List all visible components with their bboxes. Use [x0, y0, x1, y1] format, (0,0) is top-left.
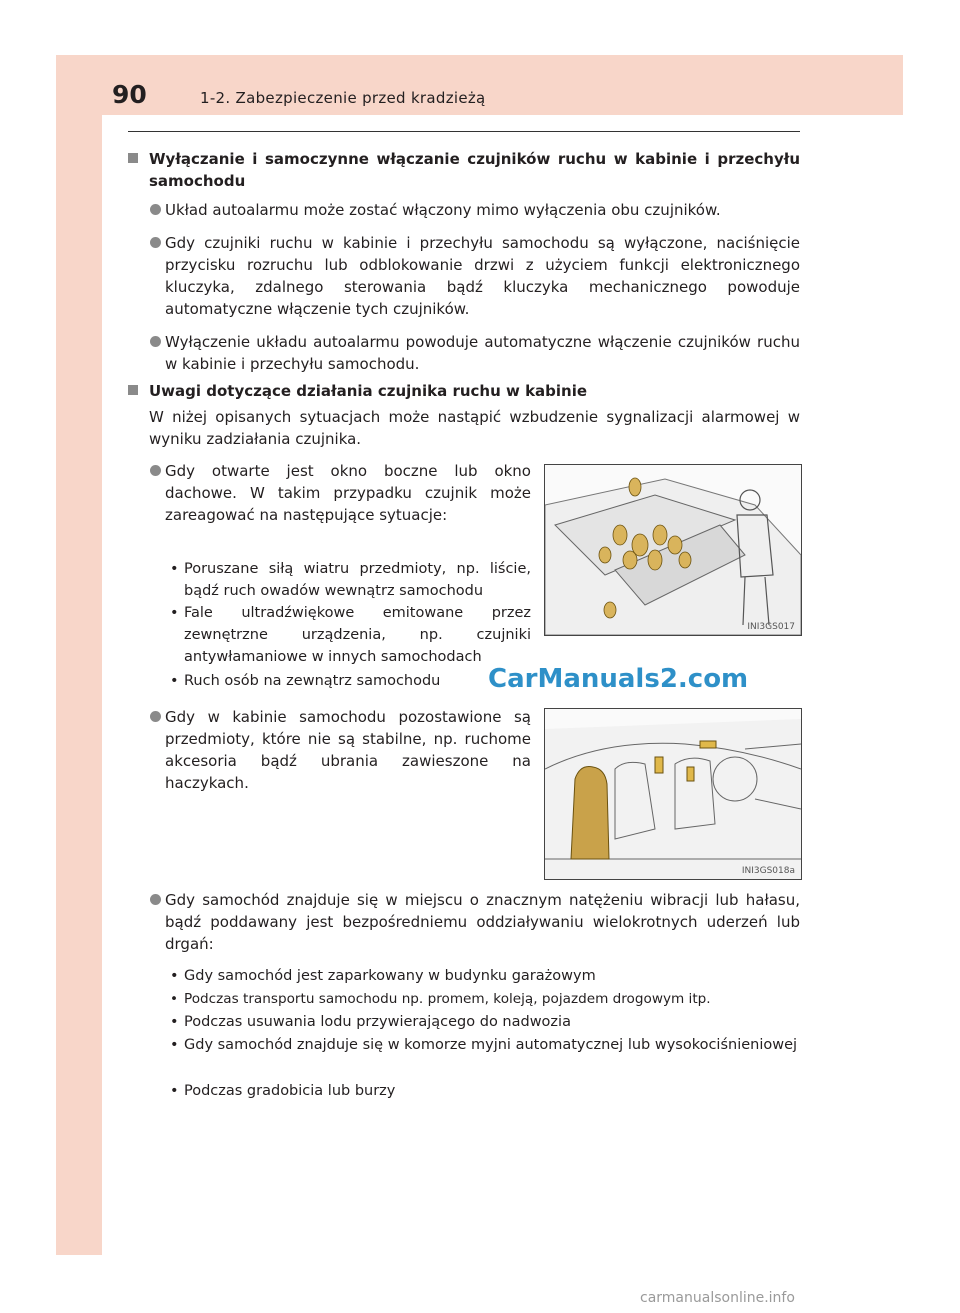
figure-code: INI3GS018a — [741, 866, 795, 876]
list-item: Gdy czujniki ruchu w kabinie i przechyłu samochodu są wyłączone, naciśnięcie przycisku rozruchu lub odblokowanie drzwi z użyciem funkcji elektronicznego kluczyka, zdalnego sterowania bądź kluczyka mechanicznego powoduje automatyczne włączenie tych czujników. — [150, 232, 800, 320]
list-item: Gdy w kabinie samochodu pozostawione są przedmioty, które nie są stabilne, np. ruchome akcesoria bądź ubrania zawieszone na haczykach. — [150, 706, 531, 794]
list-item: Gdy samochód znajduje się w miejscu o znacznym natężeniu wibracji lub hałasu, bądź poddawany jest bezpośredniemu oddziaływaniu wielokrotnych uderzeń lub drgań: — [150, 889, 800, 955]
heading-cabin-sensor: Uwagi dotyczące działania czujnika ruchu w kabinie — [128, 380, 800, 402]
sub-list-item: • Podczas transportu samochodu np. promem, koleją, pojazdem drogowym itp. — [170, 991, 711, 1007]
side-band — [56, 55, 102, 1255]
heading-sensors-off: Wyłączanie i samoczynne włączanie czujników ruchu w kabinie i przechyłu samochodu — [128, 148, 800, 192]
square-bullet-icon — [128, 153, 138, 163]
circle-bullet-icon — [150, 204, 161, 215]
footer-watermark: carmanualsonline.info — [640, 1290, 795, 1306]
watermark-logo: CarManuals2.com — [488, 664, 749, 694]
circle-bullet-icon — [150, 894, 161, 905]
sub-list-item: • Podczas usuwania lodu przywierającego do nadwozia — [170, 1014, 571, 1030]
sub-list-item: • Fale ultradźwiękowe emitowane przez zewnętrzne urządzenia, np. czujniki antywłamaniowe w innych samochodach — [170, 605, 531, 665]
header-rule — [128, 131, 800, 132]
circle-bullet-icon — [150, 336, 161, 347]
sub-list-item: • Podczas gradobicia lub burzy — [170, 1083, 396, 1099]
figure-open-window-leaves — [544, 464, 802, 636]
section-title: 1-2. Zabezpieczenie przed kradzieżą — [200, 89, 486, 107]
intro-paragraph: W niżej opisanych sytuacjach może nastąpić wzbudzenie sygnalizacji alarmowej w wyniku zadziałania czujnika. — [149, 408, 800, 448]
sub-list-item: • Gdy samochód znajduje się w komorze myjni automatycznej lub wysokociśnieniowej — [170, 1037, 798, 1053]
page-number: 90 — [112, 80, 147, 109]
sub-list-item: • Gdy samochód jest zaparkowany w budynku garażowym — [170, 968, 596, 984]
car-interior-illustration — [545, 709, 801, 879]
sub-list-item: • Poruszane siłą wiatru przedmioty, np. liście, bądź ruch owadów wewnątrz samochodu — [170, 561, 531, 599]
list-item: Układ autoalarmu może zostać włączony mimo wyłączenia obu czujników. — [150, 199, 800, 221]
sub-list-item: • Ruch osób na zewnątrz samochodu — [170, 673, 441, 689]
list-item: Wyłączenie układu autoalarmu powoduje automatyczne włączenie czujników ruchu w kabinie i przechyłu samochodu. — [150, 331, 800, 375]
list-item: Gdy otwarte jest okno boczne lub okno dachowe. W takim przypadku czujnik może zareagować na następujące sytuacje: — [150, 460, 531, 526]
circle-bullet-icon — [150, 711, 161, 722]
square-bullet-icon — [128, 385, 138, 395]
car-roof-illustration — [545, 465, 801, 635]
figure-interior-hanging-items — [544, 708, 802, 880]
figure-code: INI3GS017 — [747, 622, 795, 632]
circle-bullet-icon — [150, 465, 161, 476]
circle-bullet-icon — [150, 237, 161, 248]
